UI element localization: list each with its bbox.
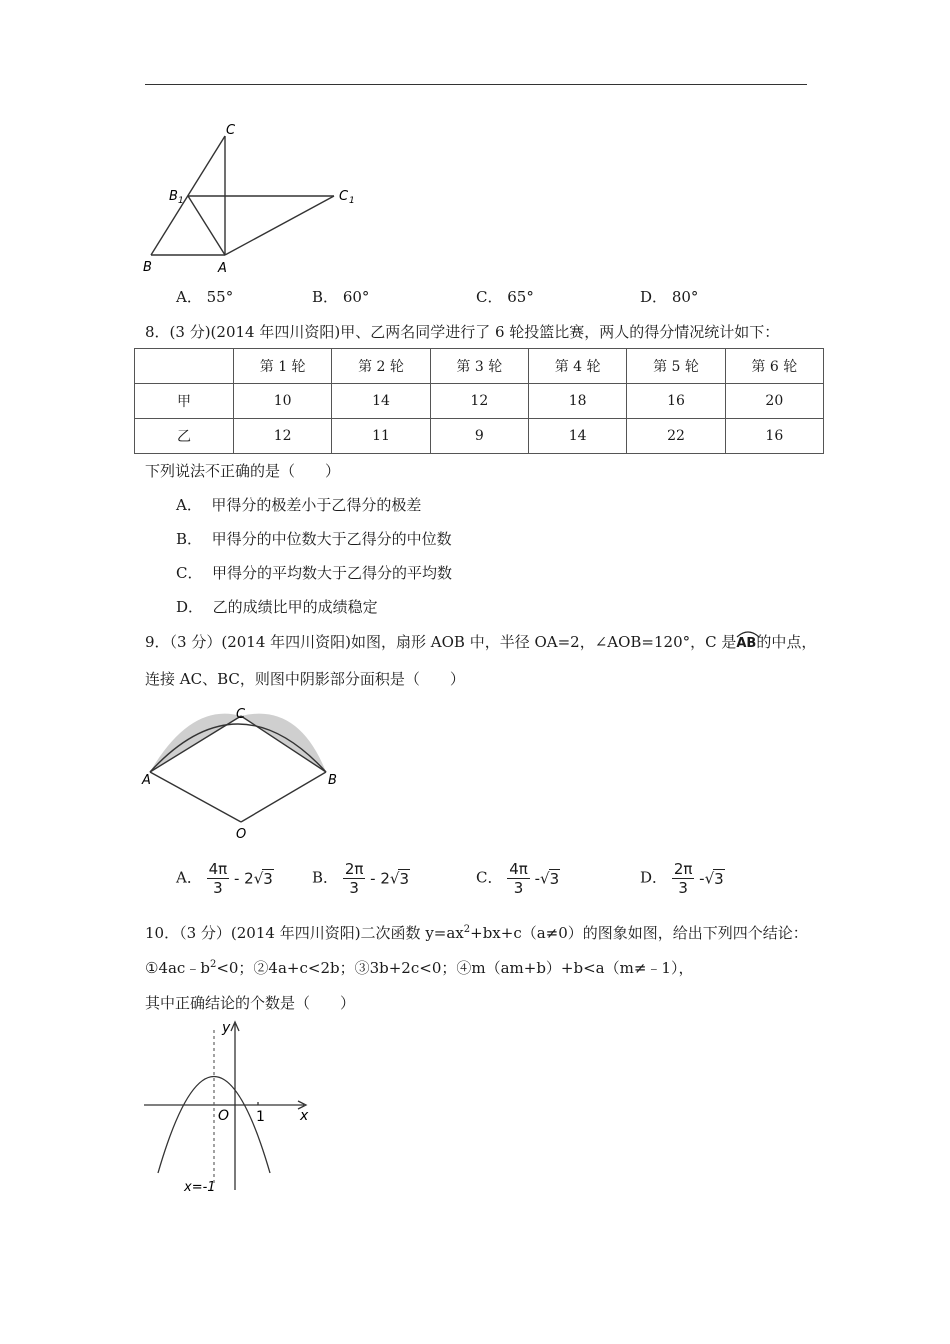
option-letter: B． [176, 530, 203, 548]
radicand: 3 [714, 870, 724, 888]
table-cell: 18 [528, 384, 626, 419]
option-letter: B． [312, 288, 339, 306]
option-text: 甲得分的中位数大于乙得分的中位数 [211, 530, 452, 548]
q8-score-table [134, 348, 824, 454]
option-letter: C． [176, 564, 203, 582]
q7-option-b[interactable] [312, 286, 369, 307]
q10-conclusions [145, 957, 693, 978]
table-header-cell: 第 5 轮 [627, 349, 725, 384]
header-rule [145, 84, 807, 85]
table-row [135, 384, 824, 419]
expr-tail: - [699, 869, 705, 888]
q9-option-a[interactable] [176, 860, 274, 897]
q7-label-b1-sub: 1 [178, 196, 184, 206]
table-header-cell: 第 3 轮 [430, 349, 528, 384]
q8-option-a[interactable] [176, 494, 421, 515]
radicand: 3 [549, 870, 560, 888]
q7-option-d[interactable] [640, 286, 698, 307]
fraction [507, 860, 530, 897]
q9-stem-text: 9．（3 分）(2014 年四川资阳)如图，扇形 AOB 中，半径 OA=2，∠AOB=120°，C 是 [145, 633, 737, 651]
q9-label-o: O [236, 827, 247, 842]
fraction-numerator: 2π [673, 860, 693, 878]
q9-label-c: C [236, 707, 246, 722]
sqrt-icon: √ [704, 869, 715, 888]
q9-stem-tail: 的中点， [756, 633, 817, 651]
option-text: 55° [206, 288, 234, 306]
table-row [135, 419, 824, 454]
option-text: 甲得分的极差小于乙得分的极差 [211, 496, 422, 514]
q10-stem-text: 10．（3 分）(2014 年四川资阳)二次函数 y=ax [145, 924, 464, 942]
option-text: 60° [342, 288, 370, 306]
q9-option-b[interactable] [312, 860, 410, 897]
q7-label-b1: B [169, 189, 178, 204]
option-text: 乙的成绩比甲的成绩稳定 [212, 598, 378, 616]
table-header-cell: 第 4 轮 [528, 349, 626, 384]
q10-stem-tail: +bx+c（a≠0）的图象如图，给出下列四个结论： [470, 924, 808, 942]
superscript: 2 [463, 924, 471, 935]
q8-option-d[interactable] [176, 596, 378, 617]
expr-tail: - 2 [233, 869, 254, 888]
table-cell: 12 [234, 419, 332, 454]
fraction-numerator: 2π [344, 860, 364, 878]
table-cell: 22 [627, 419, 725, 454]
q10-label-o: O [218, 1108, 230, 1124]
q8-option-c[interactable] [176, 562, 452, 583]
table-cell: 甲 [135, 384, 234, 419]
q8-prompt: 下列说法不正确的是（ ） [145, 462, 341, 480]
option-letter: C． [476, 288, 503, 306]
q10-conclusions-text: ①4ac﹣b [145, 959, 210, 977]
option-letter: C． [476, 868, 503, 887]
expr-tail: - [534, 869, 541, 888]
q7-label-c: C [226, 123, 236, 138]
table-header-cell: 第 1 轮 [234, 349, 332, 384]
fraction [207, 860, 230, 897]
table-cell: 9 [430, 419, 528, 454]
fraction-denominator: 3 [513, 879, 524, 897]
fraction-denominator: 3 [349, 879, 359, 897]
table-header-cell: 第 6 轮 [725, 349, 823, 384]
fraction-numerator: 4π [509, 860, 528, 878]
option-text: 80° [671, 288, 699, 306]
table-cell: 20 [725, 384, 823, 419]
q7-option-c[interactable] [476, 286, 534, 307]
q7-label-c1: C [339, 189, 349, 204]
option-text: 65° [507, 288, 534, 306]
q9-arc-label [736, 634, 756, 651]
table-cell: 10 [234, 384, 332, 419]
arc-icon [736, 630, 760, 638]
option-letter: A． [176, 868, 202, 887]
option-letter: D． [176, 598, 204, 616]
table-cell: 14 [528, 419, 626, 454]
option-letter: A． [176, 288, 202, 306]
sqrt-icon: √ [389, 869, 400, 888]
table-header-row [135, 349, 824, 384]
expr-tail: - 2 [370, 869, 390, 888]
fraction-numerator: 4π [208, 860, 228, 878]
radicand: 3 [263, 870, 273, 888]
q10-prompt: 其中正确结论的个数是（ ） [145, 994, 356, 1012]
q9-stem-line2: 连接 AC、BC，则图中阴影部分面积是（ ） [145, 670, 465, 688]
q9-option-c[interactable] [476, 860, 560, 897]
option-letter: D． [640, 868, 668, 887]
option-letter: D． [640, 288, 668, 306]
q10-label-x: x [300, 1108, 309, 1124]
table-cell: 11 [332, 419, 430, 454]
table-header-cell [135, 349, 234, 384]
fraction-denominator: 3 [213, 879, 223, 897]
q10-label-one: 1 [256, 1109, 265, 1125]
q10-label-axis: x=-1 [184, 1180, 216, 1195]
sqrt-icon: √ [540, 869, 550, 888]
q8-stem: 8．(3 分)(2014 年四川资阳)甲、乙两名同学进行了 6 轮投篮比赛，两人的得分情况统计如下： [145, 323, 780, 341]
option-letter: A． [176, 496, 202, 514]
arc-label-text: AB [736, 636, 757, 651]
q7-figure [138, 118, 368, 278]
fraction [672, 860, 695, 897]
table-cell: 乙 [135, 419, 234, 454]
table-header-cell: 第 2 轮 [332, 349, 430, 384]
q10-stem [145, 922, 808, 943]
q10-figure [138, 1018, 318, 1196]
q7-label-c1-sub: 1 [349, 196, 355, 206]
sqrt-icon: √ [253, 869, 264, 888]
q9-label-b: B [328, 773, 337, 788]
fraction-denominator: 3 [678, 879, 688, 897]
fraction [343, 860, 366, 897]
q7-option-a[interactable] [176, 286, 233, 307]
q10-label-y: y [222, 1020, 231, 1036]
table-cell: 16 [627, 384, 725, 419]
table-cell: 12 [430, 384, 528, 419]
q7-label-a: A [218, 261, 227, 276]
radicand: 3 [399, 870, 410, 888]
option-text: 甲得分的平均数大于乙得分的平均数 [212, 564, 453, 582]
q7-label-b: B [143, 260, 152, 275]
q9-label-a: A [142, 773, 151, 788]
q10-conclusions-tail: <0；②4a+c<2b；③3b+2c<0；④m（am+b）+b<a（m≠﹣1）， [216, 959, 694, 977]
option-letter: B． [312, 868, 339, 887]
table-cell: 14 [332, 384, 430, 419]
superscript: 2 [209, 959, 217, 970]
table-cell: 16 [725, 419, 823, 454]
q9-stem [145, 631, 816, 652]
q9-option-d[interactable] [640, 860, 725, 897]
q8-option-b[interactable] [176, 528, 452, 549]
q9-figure [138, 704, 348, 842]
